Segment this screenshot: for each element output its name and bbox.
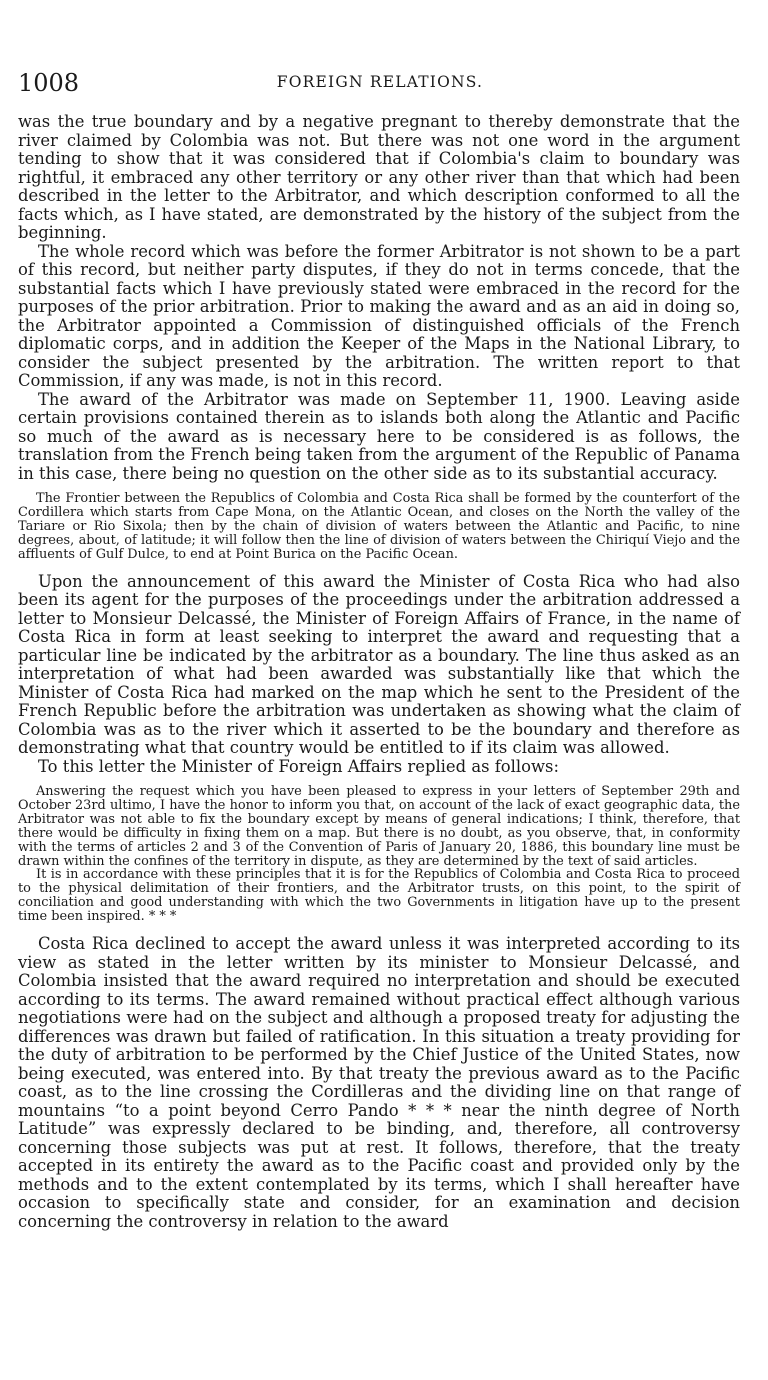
page-header <box>18 70 742 96</box>
paragraph-reply-intro: To this letter the Minister of Foreign Affairs replied as follows: <box>38 756 559 776</box>
paragraph-award: The award of the Arbitrator was made on September 11, 1900. Leaving aside certain provisions contained therein as to islands both along the Atlantic and Pacific so much of the award as is necessary here to be considered is as follows, the translation from the French being taken from the argument of the Republic of Panama in this case, there being no question on the other side as to its substantial accuracy. <box>18 389 740 483</box>
paragraph-announcement: Upon the announcement of this award the Minister of Costa Rica who had also been its agent for the purposes of the proceedings under the arbitration addressed a letter to Monsieur Delcassé, the Minister of Foreign Affairs of France, in the name of Costa Rica in form at least seeking to interpret the award and requesting that a particular line be indicated by the arbitrator as a boundary. The line thus asked as an interpretation of what had been awarded was substantially like that which the Minister of Costa Rica had marked on the map which he sent to the President of the French Republic before the arbitration was undertaken as showing what the claim of Colombia was as to the river which it asserted to be the boundary and therefore as demonstrating what that country would be entitled to if its claim was allowed. <box>18 571 740 758</box>
paragraph-continuation: was the true boundary and by a negative pregnant to thereby demonstrate that the river claimed by Colombia was not. But there was not one word in the argument tending to show that it was considered that if Colombia's claim to boundary was rightful, it embraced any other territory or any other river than that which had been described in the letter to the Arbitrator, and which description conformed to all the facts which, as I have stated, are demonstrated by the history of the subject from the beginning. <box>18 112 740 242</box>
paragraph-costa-rica-declined: Costa Rica declined to accept the award unless it was interpreted according to its view as stated in the letter written by its minister to Monsieur Delcassé, and Colombia insisted that the award required no interpretation and should be executed according to its terms. The award remained without practical effect although various negotiations were had on the subject and although a proposed treaty for adjusting the differences was drawn but failed of ratification. In this situation a treaty providing for the duty of arbitration to be performed by the Chief Justice of the United States, now being executed, was entered into. By that treaty the previous award as to the Pacific coast, as to the line crossing the Cordilleras and the dividing line on that range of mountains “to a point beyond Cerro Pando * * * near the ninth degree of North Latitude” was expressly declared to be binding, and, therefore, all controversy concerning those subjects was put at rest. It follows, therefore, that the treaty accepted in its entirety the award as to the Pacific coast and provided only by the methods and to the extent contemplated by its terms, which I shall hereafter have occasion to specifically state and consider, for an examination and decision concerning the controversy in relation to the award <box>18 934 740 1231</box>
page-number: 1008 <box>18 69 80 97</box>
running-title: FOREIGN RELATIONS. <box>276 73 484 91</box>
paragraph-record: The whole record which was before the former Arbitrator is not shown to be a part of this record, but neither party disputes, if they do not in terms concede, that the substantial facts which I have previously stated were embraced in the record for the purposes of the prior arbitration. Prior to making the award and as an aid in doing so, the Arbitrator appointed a Commission of distinguished officials of the French diplomatic corps, and in addition the Keeper of the Maps in the National Library, to consider the subject presented by the arbitration. The written report to that Commission, if any was made, is not in this record. <box>18 241 740 390</box>
block-quote-award: The Frontier between the Republics of Colombia and Costa Rica shall be formed by the counterfort of the Cordillera which starts from Cape Mona, on the Atlantic Ocean, and closes on the North the valley of the Tariare or Rio Sixola; then by the chain of division of waters between the Atlantic and Pacific, to nine degrees, about, of latitude; it will follow then the line of division of waters between the Chiriquí Viejo and the affluents of Gulf Dulce, to end at Point Burica on the Pacific Ocean. <box>18 491 740 562</box>
body-text <box>18 113 740 1231</box>
block-quote-reply-continued: It is in accordance with these principles that it is for the Republics of Colombia and Costa Rica to proceed to the physical delimitation of their frontiers, and the Arbitrator trusts, on this point, to the spirit of conciliation and good understanding with which the two Governments in litigation have up to the present time been inspired. * * * <box>18 867 740 925</box>
block-quote-reply: Answering the request which you have been pleased to express in your letters of September 29th and October 23rd ultimo, I have the honor to inform you that, on account of the lack of exact geographic data, the Arbitrator was not able to fix the boundary except by means of general indications; I think, therefore, that there would be difficulty in fixing them on a map. But there is no doubt, as you observe, that, in conformity with the terms of articles 2 and 3 of the Convention of Paris of January 20, 1886, this boundary line must be drawn within the confines of the territory in dispute, as they are determined by the text of said articles. <box>18 784 740 869</box>
